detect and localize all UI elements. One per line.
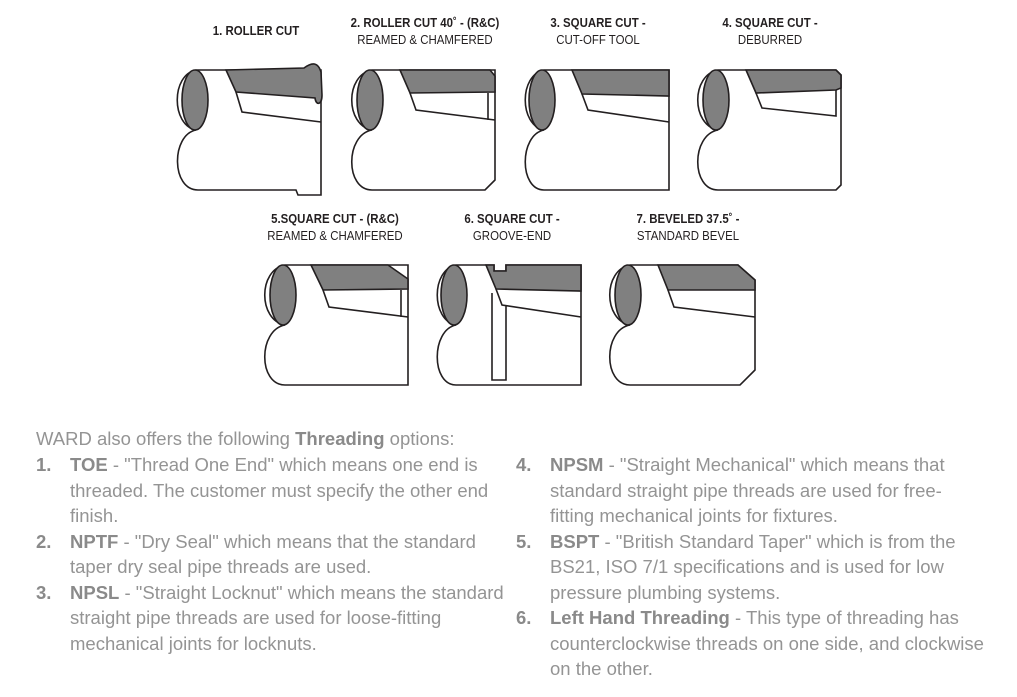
pipe-section [441,265,467,325]
cut-title: 5.SQUARE CUT - (R&C) [271,211,399,226]
groove-end-diagram [436,255,596,390]
item-number: 3. [36,581,52,603]
pipe-wall [400,70,495,93]
cut-subtitle: GROOVE-END [472,228,552,243]
item-term: NPSL [70,581,120,603]
intro-prefix: WARD also offers the following [36,428,296,449]
threading-intro [36,426,454,452]
intro-bold: Threading [295,428,385,449]
list-item [36,452,506,529]
pipe-section [182,70,208,130]
cut-3-square-cut-off [518,14,678,48]
item-term: Left Hand Threading [550,607,730,628]
list-item [516,452,986,529]
cut-7-beveled [608,210,768,244]
cut-2-roller-cut-40 [340,14,510,48]
item-description: - "Thread One End" which means one end is threaded. The customer must specify the other end finish. [70,454,489,526]
cut-subtitle: DEBURRED [737,32,803,47]
pipe-section [529,70,555,130]
square-reamed-diagram [263,255,423,390]
pipe-section [270,265,296,325]
pipe-wall [658,265,755,290]
cut-1-roller-cut [176,22,336,39]
threading-column-right [516,452,986,682]
cut-subtitle: CUT-OFF TOOL [556,32,640,47]
pipe-wall [746,70,841,93]
item-term: NPTF [70,530,119,552]
pipe-section [703,70,729,130]
square-deburred-diagram [696,60,856,195]
cut-title: 6. SQUARE CUT - [464,211,560,226]
cut-title: 4. SQUARE CUT - [722,15,818,30]
item-term: TOE [70,454,108,475]
list-item [516,605,986,682]
pipe-wall [486,265,581,291]
roller-cut-40-diagram [350,60,510,195]
item-description: - This type of threading has counterclockwise threads on one side, and clockwise on the other. [550,607,984,679]
item-number: 1. [36,454,52,475]
pipe-wall [572,70,669,96]
cut-subtitle: STANDARD BEVEL [636,228,740,243]
square-cut-off-diagram [524,60,684,195]
cut-4-square-deburred [690,14,850,48]
item-number: 2. [36,530,52,552]
cut-title: 7. BEVELED 37.5˚ - [636,211,740,226]
item-description: - "British Standard Taper" which is from the BS21, ISO 7/1 specifications and is used for low pressure plumbing systems. [550,530,956,603]
cut-title: 2. ROLLER CUT 40˚ - (R&C) [350,15,500,30]
roller-cut-diagram [176,60,336,195]
item-number: 5. [516,530,532,552]
item-term: BSPT [550,530,600,552]
list-item [36,580,506,657]
pipe-section [615,265,641,325]
cut-title: 1. ROLLER CUT [212,23,300,38]
item-description: - "Straight Mechanical" which means that standard straight pipe threads are used for free-fitting mechanical joints for fixtures. [550,454,945,526]
cut-subtitle: REAMED & CHAMFERED [267,228,403,243]
pipe-section [357,70,383,130]
cut-6-square-groove-end [432,210,592,244]
pipe-wall [311,265,408,290]
item-number: 6. [516,607,532,628]
cut-5-square-reamed [255,210,415,244]
beveled-diagram [608,255,768,390]
cut-title: 3. SQUARE CUT - [550,15,646,30]
item-number: 4. [516,454,532,475]
list-item [516,529,986,606]
threading-column-left [36,452,506,656]
intro-suffix: options: [384,428,455,449]
item-term: NPSM [550,454,604,475]
list-item [36,529,506,580]
item-description: - "Straight Locknut" which means the standard straight pipe threads are used for loose-fitting mechanical joints for locknuts. [70,581,504,654]
cut-subtitle: REAMED & CHAMFERED [357,32,493,47]
item-description: - "Dry Seal" which means that the standard taper dry seal pipe threads are used. [70,530,476,577]
